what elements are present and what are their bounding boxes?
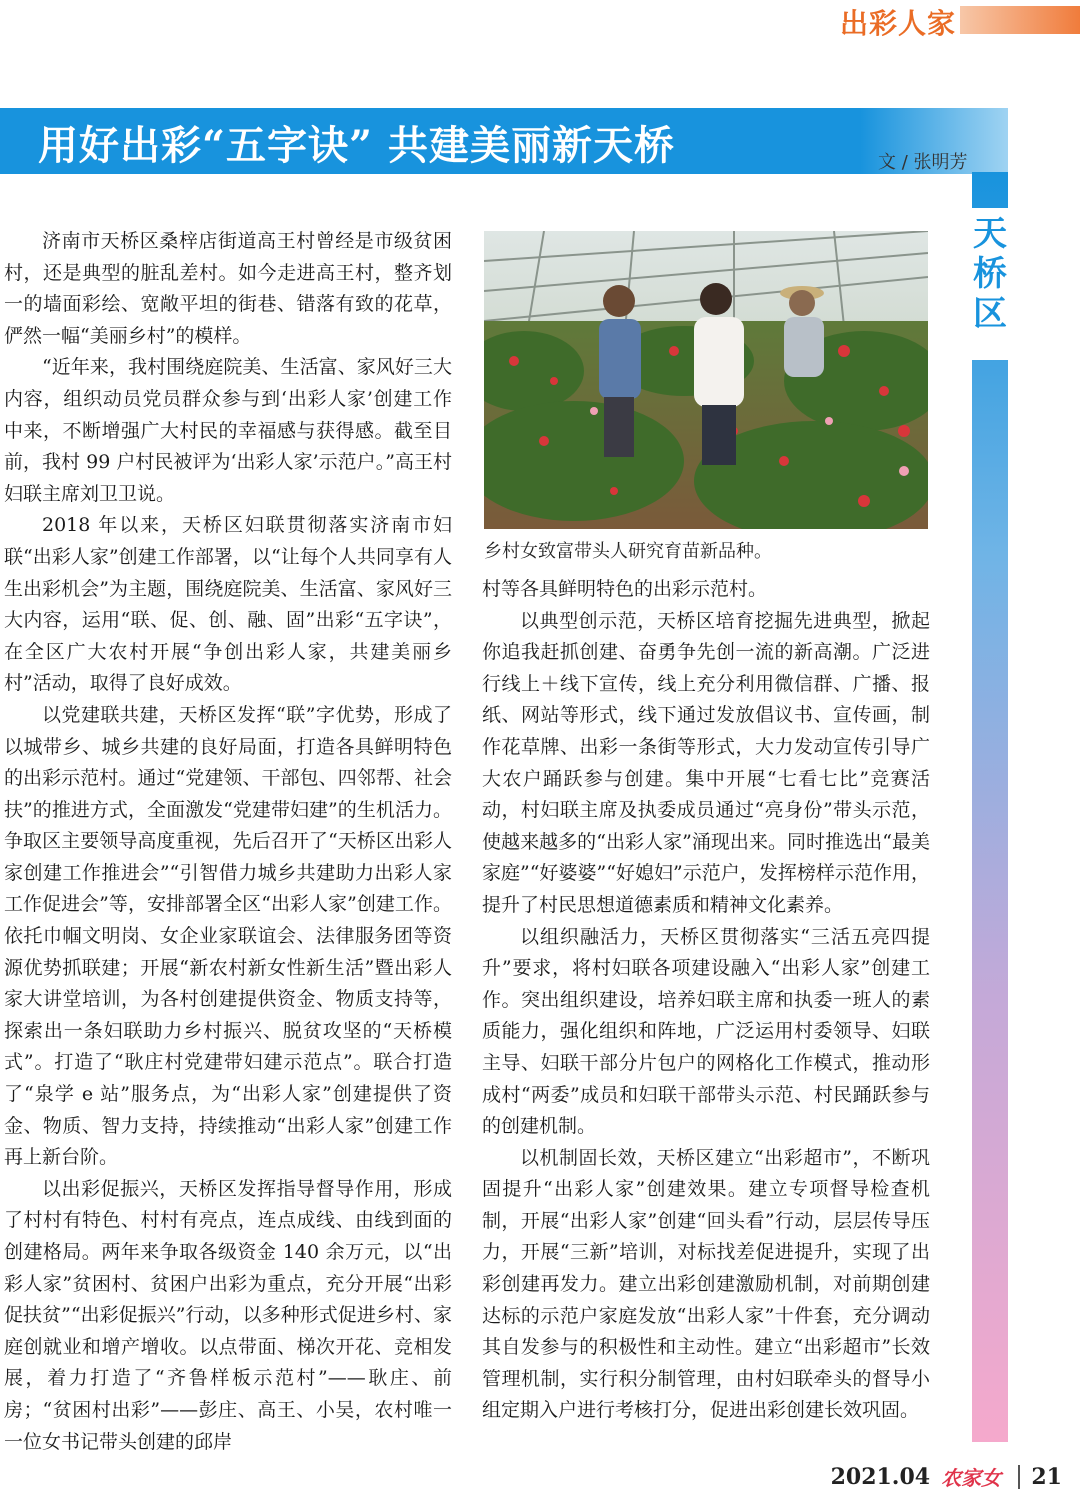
issue-date: 2021.04 <box>830 1463 931 1490</box>
page-footer <box>831 1462 1062 1492</box>
section-accent-bar <box>960 6 1080 34</box>
magazine-logo: 农家女 <box>941 1466 1002 1490</box>
paragraph: 以机制固长效，天桥区建立“出彩超市”，不断巩固提升“出彩人家”创建效果。建立专项督导检查机制，开展“出彩人家”创建“回头看”行动，层层传导压力，开展“三新”培训，对标找差促进提升，实现了出彩创建再发力。建立出彩创建激励机制，对前期创建达标的示范户家庭发放“出彩人家”十件套，充分调动其自发参与的积极性和主动性。建立“出彩超市”长效管理机制，实行积分制管理，由村妇联牵头的督导小组定期入户进行考核打分，促进出彩创建长效巩固。 <box>482 1146 930 1422</box>
article-photo <box>484 231 928 529</box>
paragraph: 以出彩促振兴，天桥区发挥指导督导作用，形成了村村有特色、村村有亮点，连点成线、由线到面的创建格局。两年来争取各级资金 140 余万元，以“出彩人家”贫困村、贫困户出彩为重点，充分开展“出彩促扶贫”“出彩促振兴”行动，以多种形式促进乡村、家庭创就业和增产增收。以点带面、梯次开花、竞相发展，着力打造了“齐鲁样板示范村”——耿庄、前房；“贫困村出彩”——彭庄、高王、小吴，农村唯一一位女书记带头创建的邱岸 <box>4 1177 452 1453</box>
article-title: 用好出彩“五字诀” 共建美丽新天桥 <box>38 122 675 169</box>
article-author: 文 / 张明芳 <box>878 152 968 173</box>
district-char: 桥 <box>973 254 1007 294</box>
footer-divider <box>1018 1465 1020 1489</box>
district-label <box>972 214 1008 334</box>
paragraph: 以组织融活力，天桥区贯彻落实“三活五亮四提升”要求，将村妇联各项建设融入“出彩人家”创建工作。突出组织建设，培养妇联主席和执委一班人的素质能力，强化组织和阵地，广泛运用村委领导、妇联主导、妇联干部分片包户的网格化工作模式，推动形成村“两委”成员和妇联干部带头示范、村民踊跃参与的创建机制。 <box>482 925 930 1138</box>
paragraph: “近年来，我村围绕庭院美、生活富、家风好三大内容，组织动员党员群众参与到‘出彩人家’创建工作中来，不断增强广大村民的幸福感与获得感。截至目前，我村 99 户村民被评为‘出彩人家’示范户。”高王村妇联主席刘卫卫说。 <box>4 356 452 505</box>
section-label: 出彩人家 <box>839 7 956 40</box>
paragraph: 2018 年以来，天桥区妇联贯彻落实济南市妇联“出彩人家”创建工作部署，以“让每个人共同享有人生出彩机会”为主题，围绕庭院美、生活富、家风好三大内容，运用“联、促、创、融、固”出彩“五字诀”，在全区广大农村开展“争创出彩人家，共建美丽乡村”活动，取得了良好成效。 <box>4 514 452 695</box>
left-column <box>4 226 452 1458</box>
page-number: 21 <box>1031 1463 1062 1490</box>
right-column <box>482 574 930 1427</box>
section-header <box>820 0 1080 38</box>
title-banner <box>0 108 1008 174</box>
paragraph: 济南市天桥区桑梓店街道高王村曾经是市级贫困村，还是典型的脏乱差村。如今走进高王村，整齐划一的墙面彩绘、宽敞平坦的街巷、错落有致的花草，俨然一幅“美丽乡村”的模样。 <box>4 230 452 347</box>
district-strip <box>972 172 1008 1442</box>
paragraph: 以典型创示范，天桥区培育挖掘先进典型，掀起你追我赶抓创建、奋勇争先创一流的新高潮。广泛进行线上＋线下宣传，线上充分利用微信群、广播、报纸、网站等形式，线下通过发放倡议书、宣传画，制作花草牌、出彩一条街等形式，大力发动宣传引导广大农户踊跃参与创建。集中开展“七看七比”竞赛活动，村妇联主席及执委成员通过“亮身份”带头示范，使越来越多的“出彩人家”涌现出来。同时推选出“最美家庭”“好婆婆”“好媳妇”示范户，发挥榜样示范作用，提升了村民思想道德素质和精神文化素养。 <box>482 609 930 916</box>
paragraph-continuation: 村等各具鲜明特色的出彩示范村。 <box>482 578 768 600</box>
paragraph: 以党建联共建，天桥区发挥“联”字优势，形成了以城带乡、城乡共建的良好局面，打造各具鲜明特色的出彩示范村。通过“党建领、干部包、四邻帮、社会扶”的推进方式，全面激发“党建带妇建”的生机活力。争取区主要领导高度重视，先后召开了“天桥区出彩人家创建工作推进会”“引智借力城乡共建助力出彩人家工作促进会”等，安排部署全区“出彩人家”创建工作。依托巾帼文明岗、女企业家联谊会、法律服务团等资源优势抓联建；开展“新农村新女性新生活”暨出彩人家大讲堂培训，为各村创建提供资金、物质支持等，探索出一条妇联助力乡村振兴、脱贫攻坚的“天桥模式”。打造了“耿庄村党建带妇建示范点”。联合打造了“泉学 e 站”服务点，为“出彩人家”创建提供了资金、物质、智力支持，持续推动“出彩人家”创建工作再上新台阶。 <box>4 703 452 1169</box>
district-char: 天 <box>973 214 1007 254</box>
photo-caption: 乡村女致富带头人研究育苗新品种。 <box>484 541 772 562</box>
district-char: 区 <box>973 294 1007 334</box>
